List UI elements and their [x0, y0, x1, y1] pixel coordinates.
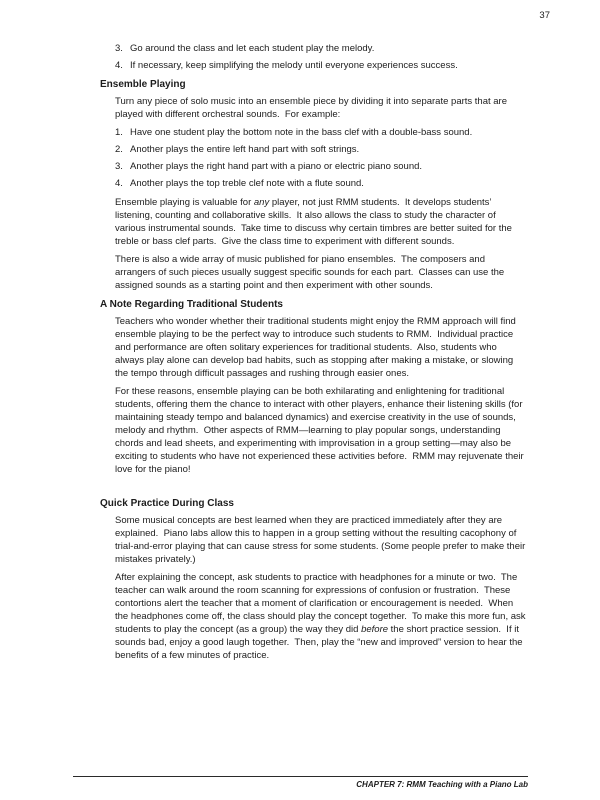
page-number: 37 [539, 10, 550, 21]
list-item-number: 4. [115, 60, 123, 71]
list-item-text: Another plays the right hand part with a piano or electric piano sound. [130, 161, 423, 172]
list-item [115, 143, 527, 156]
section-heading-quick-practice: Quick Practice During Class [100, 498, 234, 509]
list-item-number: 4. [115, 178, 123, 189]
paragraph-text: Ensemble playing is valuable for [115, 197, 254, 208]
list-item [115, 42, 527, 55]
paragraph: Teachers who wonder whether their traditional students might enjoy the RMM approach will find ensemble playing to be the perfect way to introduce such students to RMM. Individual practice and performance are often solitary experiences for traditional students. Also, students who always play alone can develop bad habits, such as stopping after making a mistake, or slowing the tempo through difficult passages and rushing through easier ones. [115, 316, 519, 379]
paragraph-text: After explaining the concept, ask students to practice with headphones for a minute or two. The teacher can walk around the room scanning for expressions of confusion or frustration. These contortions alert the teacher that a moment of clarification or encouragement is needed. When the headphones come off, the class should play the concept together. To make this more fun, ask students to play the concept (as a group) the way they did [115, 572, 529, 635]
list-item-number: 3. [115, 161, 123, 172]
list-item-text: Another plays the top treble clef note with a flute sound. [130, 178, 364, 189]
paragraph-text: the short practice session. If it sounds bad, enjoy a good laugh together. Then, play the “new and improved” version to hear the benefits of a few minutes of practice. [115, 624, 526, 661]
paragraph [115, 196, 527, 248]
paragraph: Some musical concepts are best learned when they are practiced immediately after they are explained. Piano labs allow this to happen in a group setting without the resulting cacophony of trial-and-error playing that can cause stress for some students. (Some people prefer to make their mistakes privately.) [115, 515, 528, 565]
list-item-number: 3. [115, 43, 123, 54]
paragraph: Turn any piece of solo music into an ensemble piece by dividing it into separate parts that are played with different orchestral sounds. For example: [115, 96, 510, 120]
section-heading-traditional-students: A Note Regarding Traditional Students [100, 299, 283, 310]
list-item-number: 2. [115, 144, 123, 155]
list-item-text: Go around the class and let each student play the melody. [130, 43, 375, 54]
list-item [115, 160, 527, 173]
italic-word: before [361, 624, 389, 635]
list-item [115, 59, 527, 72]
paragraph: For these reasons, ensemble playing can be both exhilarating and enlightening for traditional students, offering them the chance to interact with other players, enhance their listening skills (for maintaining steady tempo and balanced dynamics) and exercise creativity in the use of sounds, melody and rhythm. Other aspects of RMM—learning to play popular songs, understanding chords and lead sheets, and experimenting with improvisation in a group setting—may also be exciting to students who have not experienced these activities before. RMM may rejuvenate their love for the piano! [115, 386, 527, 475]
section-heading-ensemble-playing: Ensemble Playing [100, 79, 186, 90]
ensemble-numbered-list [115, 126, 527, 190]
list-item [115, 126, 527, 139]
list-item [115, 177, 527, 190]
paragraph-text: player, not just RMM students. It develops students’ listening, counting and collaborative skills. It also allows the class to study the character of various instrumental sounds. Take time to discuss why certain timbres are better suited for the treble or bass clef parts. Give the class time to experiment with different sounds. [115, 197, 515, 247]
paragraph [115, 571, 527, 662]
list-item-number: 1. [115, 127, 123, 138]
paragraph: There is also a wide array of music published for piano ensembles. The composers and arrangers of such pieces usually suggest specific sounds for each part. Classes can use the assigned sounds as a starting point and then experiment with other sounds. [115, 254, 507, 291]
list-item-text: Have one student play the bottom note in the bass clef with a double-bass sound. [130, 127, 473, 138]
italic-word: any [253, 197, 270, 208]
list-item-text: If necessary, keep simplifying the melody until everyone experiences success. [130, 60, 458, 71]
footer-rule [73, 776, 528, 777]
page-footer [73, 776, 528, 789]
footer-chapter-label: CHAPTER 7: RMM Teaching with a Piano Lab [356, 780, 528, 789]
list-item-text: Another plays the entire left hand part with soft strings. [130, 144, 360, 155]
top-numbered-list [115, 42, 527, 72]
